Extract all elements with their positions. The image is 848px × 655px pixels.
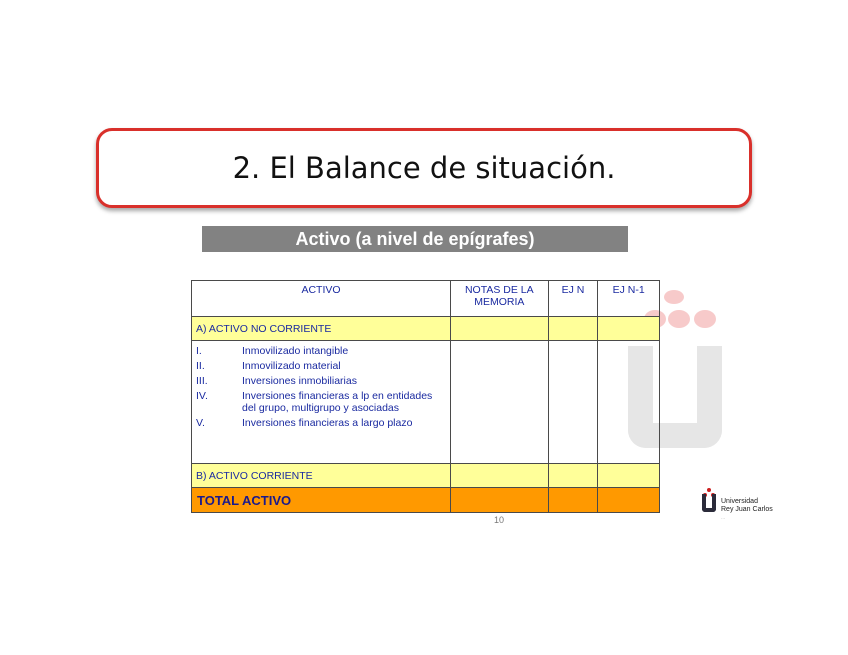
- section-b-row: [192, 464, 660, 488]
- header-notas: NOTAS DE LA MEMORIA: [450, 281, 548, 317]
- university-logo: [700, 488, 780, 524]
- header-ej-n: EJ N: [548, 281, 598, 317]
- items-row: [192, 341, 660, 464]
- logo-u-icon: [702, 494, 716, 512]
- logo-line1: Universidad: [721, 498, 758, 505]
- slide-subtitle: Activo (a nivel de epígrafes): [202, 226, 628, 252]
- list-item: I. Inmovilizado intangible: [196, 345, 349, 357]
- list-item: V. Inversiones financieras a largo plazo: [196, 417, 413, 429]
- header-activo: ACTIVO: [192, 281, 451, 317]
- items-list: [192, 341, 451, 464]
- section-b-label: B) ACTIVO CORRIENTE: [192, 464, 451, 488]
- list-item: II. Inmovilizado material: [196, 360, 341, 372]
- total-label: TOTAL ACTIVO: [192, 488, 451, 513]
- logo-line3: ...: [721, 515, 726, 521]
- section-a-label: A) ACTIVO NO CORRIENTE: [192, 317, 451, 341]
- list-item: IV. Inversiones financieras a lp en entidades del grupo, multigrupo y asociadas: [196, 390, 433, 414]
- logo-line2: Rey Juan Carlos: [721, 506, 773, 513]
- total-row: [192, 488, 660, 513]
- slide-title-box: [96, 128, 752, 208]
- balance-table: [191, 280, 660, 513]
- slide-title: 2. El Balance de situación.: [232, 151, 616, 185]
- table-header-row: [192, 281, 660, 317]
- header-ej-n-1: EJ N-1: [598, 281, 660, 317]
- section-a-row: [192, 317, 660, 341]
- list-item: III. Inversiones inmobiliarias: [196, 375, 357, 387]
- page-number: 10: [494, 515, 505, 525]
